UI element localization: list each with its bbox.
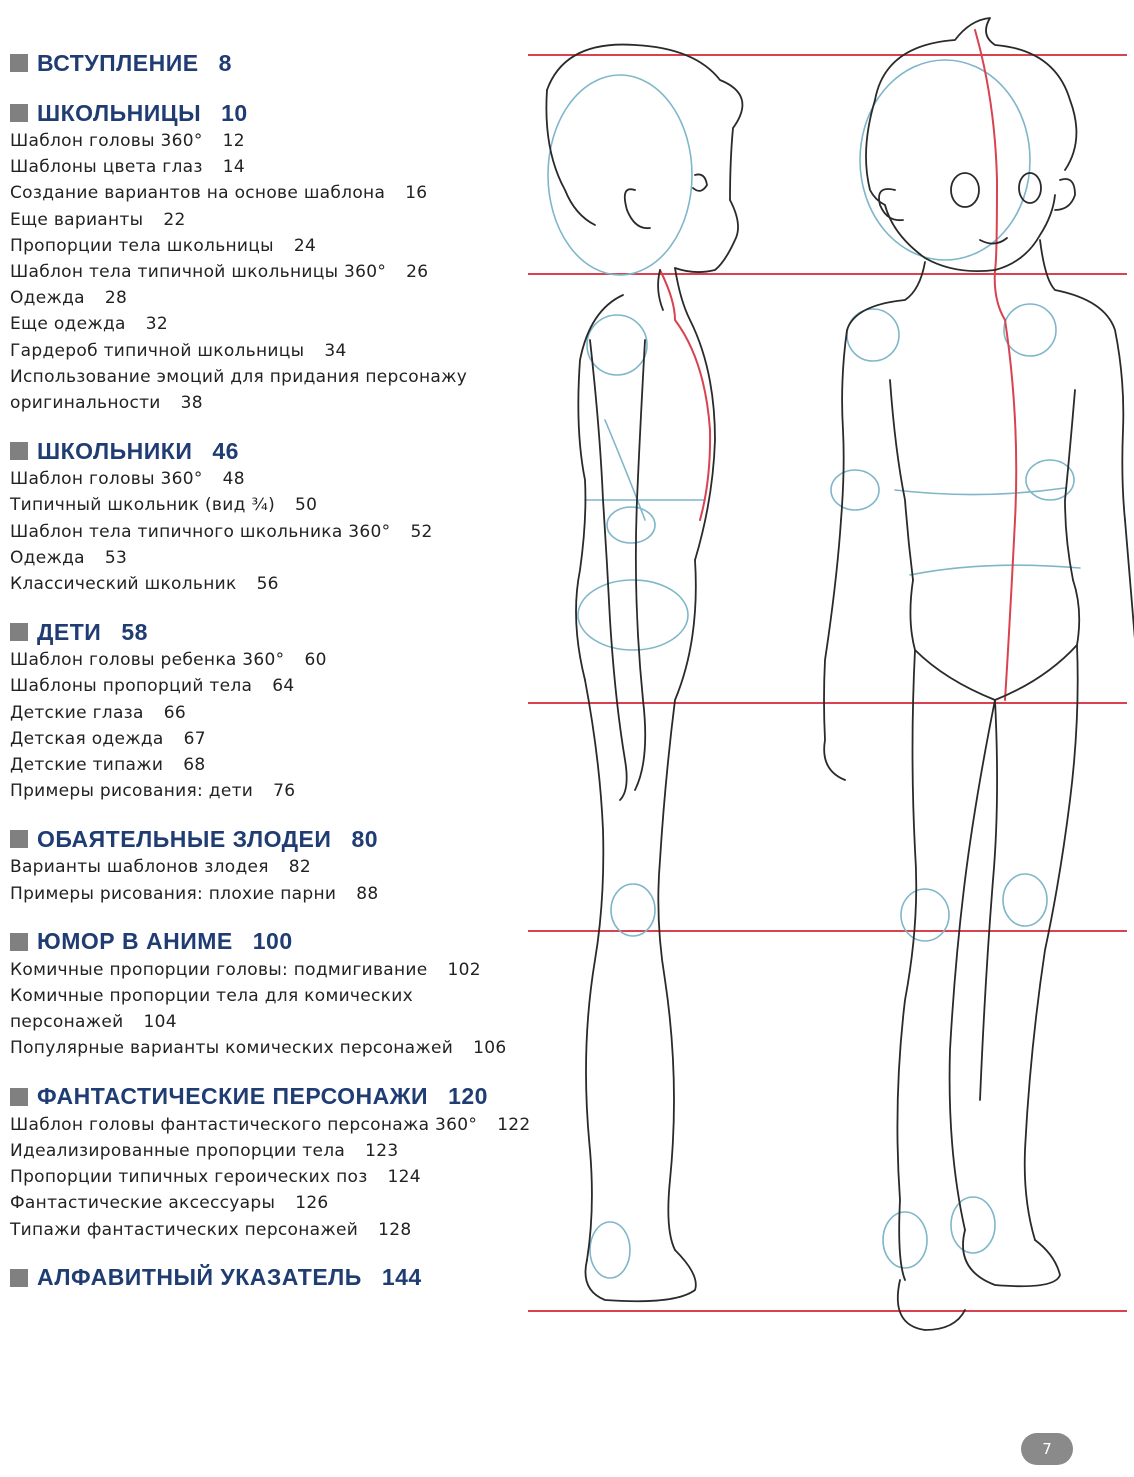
- entry-page-number: 38: [180, 393, 203, 414]
- entry-page-number: 16: [405, 183, 428, 204]
- proportion-figure-illustration: [525, 0, 1134, 1360]
- entry-page-number: 106: [473, 1038, 507, 1059]
- entry-page-number: 28: [104, 288, 128, 309]
- entry-title: Пропорции типичных героических поз: [10, 1167, 368, 1188]
- entry-page-number: 14: [222, 157, 245, 178]
- toc-entry[interactable]: [10, 983, 555, 1035]
- section-heading[interactable]: [10, 1263, 555, 1293]
- section-title: ФАНТАСТИЧЕСКИЕ ПЕРСОНАЖИ: [37, 1083, 429, 1110]
- section-page-number: 8: [218, 49, 232, 76]
- section-heading[interactable]: [10, 98, 555, 128]
- toc-entry[interactable]: [10, 1190, 555, 1216]
- toc-section: [10, 1082, 555, 1243]
- toc-entry[interactable]: [10, 1138, 555, 1164]
- toc-entry[interactable]: [10, 881, 555, 907]
- toc-entry[interactable]: [10, 233, 555, 259]
- section-title: ДЕТИ: [37, 618, 102, 645]
- section-page-number: 120: [448, 1083, 488, 1110]
- entry-title: Шаблон головы ребенка 360°: [10, 650, 285, 671]
- entry-page-number: 60: [304, 650, 327, 671]
- entry-title: Одежда: [10, 547, 85, 568]
- toc-section: [10, 98, 555, 416]
- entry-title: Еще одежда: [10, 314, 126, 335]
- toc-entry[interactable]: [10, 647, 555, 673]
- square-bullet-icon: [10, 442, 28, 460]
- square-bullet-icon: [10, 54, 28, 72]
- square-bullet-icon: [10, 1269, 28, 1287]
- entry-page-number: 52: [410, 521, 433, 542]
- entry-page-number: 123: [365, 1140, 399, 1161]
- toc-entry[interactable]: [10, 338, 555, 364]
- entry-title: Пропорции тела школьницы: [10, 235, 274, 256]
- entry-title: Шаблоны пропорций тела: [10, 676, 253, 697]
- toc-entry[interactable]: [10, 545, 555, 571]
- entry-page-number: 53: [104, 547, 128, 568]
- entry-title: Популярные варианты комических персонажей: [10, 1038, 454, 1059]
- section-page-number: 100: [252, 928, 293, 955]
- toc-entry[interactable]: [10, 492, 555, 518]
- page-number-badge: [1021, 1433, 1073, 1465]
- toc-entry[interactable]: [10, 726, 555, 752]
- entry-title: Комичные пропорции тела для комических персонажей: [10, 986, 413, 1033]
- section-title: ЮМОР В АНИМЕ: [37, 928, 233, 955]
- entry-title: Типичный школьник (вид ¾): [10, 495, 276, 516]
- entry-title: Фантастические аксессуары: [10, 1193, 276, 1214]
- entry-page-number: 67: [183, 728, 206, 749]
- entry-title: Типажи фантастических персонажей: [10, 1219, 359, 1240]
- section-heading[interactable]: [10, 824, 555, 854]
- toc-entry[interactable]: [10, 778, 555, 804]
- toc-entry[interactable]: [10, 1217, 555, 1243]
- entry-page-number: 122: [497, 1114, 531, 1135]
- section-title: ШКОЛЬНИЦЫ: [37, 99, 202, 126]
- section-heading[interactable]: [10, 1082, 555, 1112]
- toc-entry[interactable]: [10, 854, 555, 880]
- entry-title: Шаблон головы фантастического персонажа 360°: [10, 1114, 478, 1135]
- toc-entry[interactable]: [10, 466, 555, 492]
- toc-entry[interactable]: [10, 364, 555, 416]
- entry-page-number: 66: [163, 702, 186, 723]
- entry-page-number: 82: [288, 857, 312, 878]
- entry-title: Примеры рисования: дети: [10, 781, 254, 802]
- entry-page-number: 104: [143, 1012, 177, 1033]
- toc-entry[interactable]: [10, 207, 555, 233]
- entry-title: Шаблоны цвета глаз: [10, 157, 203, 178]
- entry-title: Классический школьник: [10, 574, 237, 595]
- toc-section: [10, 48, 555, 78]
- toc-entry[interactable]: [10, 1164, 555, 1190]
- entry-page-number: 32: [145, 314, 168, 335]
- section-page-number: 10: [221, 99, 248, 126]
- side-view-figure: [546, 45, 742, 1302]
- square-bullet-icon: [10, 104, 28, 122]
- entry-page-number: 12: [222, 131, 245, 151]
- entry-page-number: 124: [387, 1167, 421, 1188]
- entry-page-number: 76: [273, 781, 296, 802]
- toc-entry[interactable]: [10, 128, 555, 154]
- toc-entry[interactable]: [10, 957, 555, 983]
- entry-title: Варианты шаблонов злодея: [10, 857, 269, 878]
- entry-title: Шаблон тела типичной школьницы 360°: [10, 262, 387, 283]
- section-heading[interactable]: [10, 48, 555, 78]
- entry-page-number: 24: [293, 235, 317, 256]
- proportion-guide-lines: [528, 55, 1127, 1311]
- toc-entry[interactable]: [10, 752, 555, 778]
- entry-page-number: 102: [447, 959, 481, 980]
- toc-entry[interactable]: [10, 1112, 555, 1138]
- front-view-figure: [824, 18, 1134, 1330]
- page-number: 7: [1042, 1440, 1052, 1458]
- entry-page-number: 126: [295, 1193, 329, 1214]
- entry-page-number: 22: [163, 209, 186, 230]
- toc-section: [10, 927, 555, 1062]
- entry-title: Одежда: [10, 288, 85, 309]
- section-page-number: 80: [351, 825, 379, 852]
- square-bullet-icon: [10, 933, 28, 951]
- toc-section: [10, 1263, 555, 1293]
- square-bullet-icon: [10, 830, 28, 848]
- entry-page-number: 26: [406, 262, 429, 283]
- section-heading[interactable]: [10, 436, 555, 466]
- section-title: АЛФАВИТНЫЙ УКАЗАТЕЛЬ: [37, 1264, 362, 1291]
- entry-page-number: 48: [222, 469, 245, 490]
- toc-entry[interactable]: [10, 519, 555, 545]
- entry-page-number: 64: [272, 676, 295, 697]
- toc-entry[interactable]: [10, 1035, 555, 1061]
- entry-page-number: 34: [324, 340, 347, 361]
- entry-title: Детская одежда: [10, 728, 164, 749]
- entry-title: Шаблон головы 360°: [10, 469, 203, 490]
- section-heading[interactable]: [10, 927, 555, 957]
- toc-section: [10, 824, 555, 906]
- toc-entry[interactable]: [10, 259, 555, 285]
- entry-page-number: 88: [356, 883, 379, 904]
- section-page-number: 46: [212, 437, 239, 464]
- entry-page-number: 128: [378, 1219, 412, 1240]
- entry-title: Шаблон головы 360°: [10, 131, 203, 151]
- section-title: ВСТУПЛЕНИЕ: [37, 49, 199, 76]
- toc-entry[interactable]: [10, 285, 555, 311]
- toc-section: [10, 617, 555, 804]
- entry-title: Шаблон тела типичного школьника 360°: [10, 521, 391, 542]
- entry-title: Создание вариантов на основе шаблона: [10, 183, 386, 204]
- section-title: ШКОЛЬНИКИ: [37, 437, 193, 464]
- section-page-number: 144: [381, 1264, 422, 1291]
- entry-title: Детские типажи: [10, 755, 164, 776]
- entry-title: Комичные пропорции головы: подмигивание: [10, 959, 428, 980]
- table-of-contents: [10, 48, 555, 1313]
- section-title: ОБАЯТЕЛЬНЫЕ ЗЛОДЕИ: [37, 825, 332, 852]
- toc-entry[interactable]: [10, 180, 555, 206]
- entry-page-number: 68: [183, 755, 206, 776]
- entry-page-number: 56: [256, 574, 279, 595]
- entry-title: Идеализированные пропорции тела: [10, 1140, 346, 1161]
- entry-title: Гардероб типичной школьницы: [10, 340, 305, 361]
- entry-title: Использование эмоций для придания персонажу оригинальности: [10, 366, 468, 414]
- toc-entry[interactable]: [10, 700, 555, 726]
- entry-title: Примеры рисования: плохие парни: [10, 883, 337, 904]
- square-bullet-icon: [10, 623, 28, 641]
- toc-entry[interactable]: [10, 154, 555, 180]
- square-bullet-icon: [10, 1088, 28, 1106]
- toc-entry[interactable]: [10, 311, 555, 337]
- toc-entry[interactable]: [10, 673, 555, 699]
- toc-section: [10, 436, 555, 597]
- entry-page-number: 50: [295, 495, 318, 516]
- section-heading[interactable]: [10, 617, 555, 647]
- toc-entry[interactable]: [10, 571, 555, 597]
- entry-title: Еще варианты: [10, 209, 144, 230]
- entry-title: Детские глаза: [10, 702, 144, 723]
- section-page-number: 58: [121, 618, 148, 645]
